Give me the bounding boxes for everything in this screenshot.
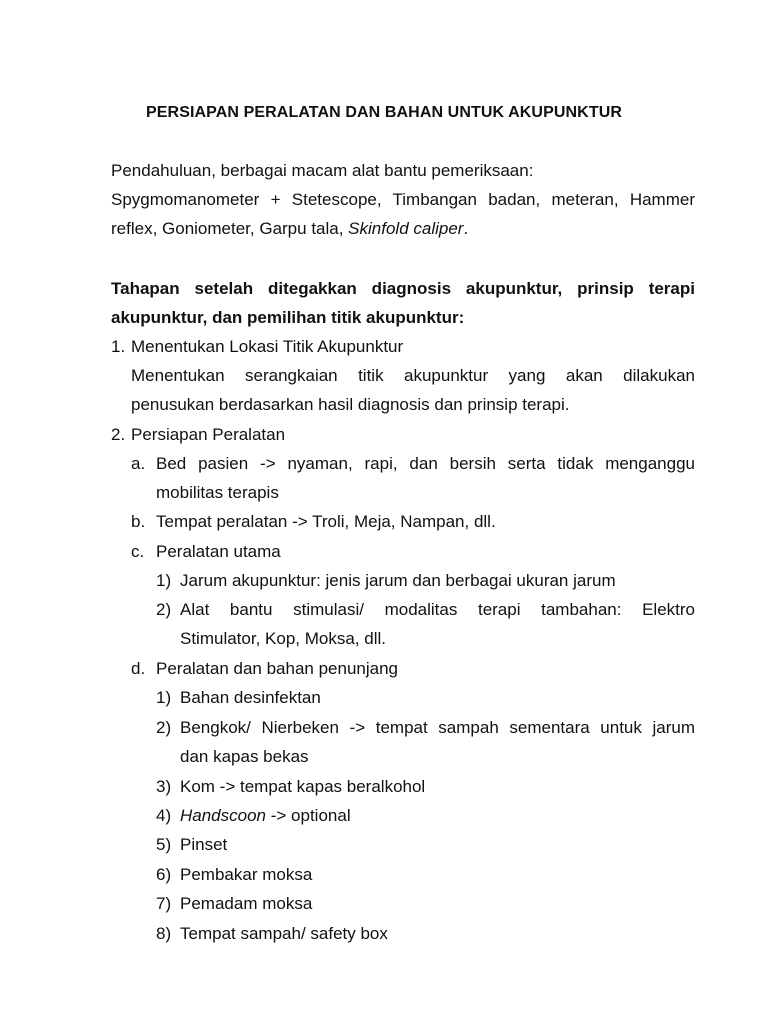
sub-c-marker-1: 1)	[156, 571, 172, 590]
sub-marker-a: a.	[131, 454, 146, 473]
stages-heading-line-1: Tahapan setelah ditegakkan diagnosis akupunktur, prinsip terapi	[111, 279, 695, 298]
item-1-desc-line-1: Menentukan serangkaian titik akupunktur yang akan dilakukan	[131, 366, 695, 385]
item-1-desc-line-2: penusukan berdasarkan hasil diagnosis dan prinsip terapi.	[131, 395, 570, 414]
sub-d-item-4	[180, 805, 351, 827]
list-marker-1: 1.	[111, 337, 126, 356]
sub-d-marker-4: 4)	[156, 806, 172, 825]
intro-line-3-italic: Skinfold caliper	[348, 219, 464, 238]
intro-line-3-text: reflex, Goniometer, Garpu tala,	[111, 219, 349, 238]
sub-c-item-1: Jarum akupunktur: jenis jarum dan berbagai ukuran jarum	[180, 571, 616, 590]
sub-d-item-6: Pembakar moksa	[180, 865, 313, 884]
item-2-label: Persiapan Peralatan	[131, 425, 286, 444]
sub-d-item-4-italic: Handscoon	[180, 806, 267, 825]
sub-a-line-2: mobilitas terapis	[156, 483, 279, 502]
intro-line-3	[111, 218, 695, 240]
item-1-label: Menentukan Lokasi Titik Akupunktur	[131, 337, 404, 356]
intro-line-2: Spygmomanometer + Stetescope, Timbangan badan, meteran, Hammer	[111, 190, 695, 209]
sub-d-marker-6: 6)	[156, 865, 172, 884]
sub-c-item-2-line-1: Alat bantu stimulasi/ modalitas terapi tambahan: Elektro	[180, 600, 695, 619]
sub-d-line-1: Peralatan dan bahan penunjang	[156, 659, 398, 678]
sub-d-item-2-line-2: dan kapas bekas	[180, 747, 309, 766]
sub-c-marker-2: 2)	[156, 600, 172, 619]
sub-d-item-1: Bahan desinfektan	[180, 688, 321, 707]
intro-line-1: Pendahuluan, berbagai macam alat bantu pemeriksaan:	[111, 161, 534, 180]
sub-marker-d: d.	[131, 659, 146, 678]
document-title: PERSIAPAN PERALATAN DAN BAHAN UNTUK AKUPUNKTUR	[146, 104, 622, 121]
sub-d-marker-1: 1)	[156, 688, 172, 707]
sub-d-marker-7: 7)	[156, 894, 172, 913]
sub-d-marker-3: 3)	[156, 777, 172, 796]
sub-marker-b: b.	[131, 512, 146, 531]
sub-a-line-1: Bed pasien -> nyaman, rapi, dan bersih serta tidak menganggu	[156, 454, 695, 473]
sub-d-item-7: Pemadam moksa	[180, 894, 313, 913]
intro-line-3-end: .	[463, 219, 469, 238]
sub-c-line-1: Peralatan utama	[156, 542, 281, 561]
sub-d-marker-2: 2)	[156, 718, 172, 737]
sub-d-item-5: Pinset	[180, 835, 228, 854]
sub-marker-c: c.	[131, 542, 145, 561]
sub-d-marker-8: 8)	[156, 924, 172, 943]
sub-d-item-8: Tempat sampah/ safety box	[180, 924, 388, 943]
sub-c-item-2-line-2: Stimulator, Kop, Moksa, dll.	[180, 629, 386, 648]
sub-d-item-4-rest: -> optional	[266, 806, 351, 825]
sub-d-item-2-line-1: Bengkok/ Nierbeken -> tempat sampah sementara untuk jarum	[180, 718, 695, 737]
list-marker-2: 2.	[111, 425, 126, 444]
sub-d-item-3: Kom -> tempat kapas beralkohol	[180, 777, 426, 796]
stages-heading-line-2: akupunktur, dan pemilihan titik akupunktur:	[111, 308, 465, 327]
sub-b-line-1: Tempat peralatan -> Troli, Meja, Nampan, dll.	[156, 512, 496, 531]
sub-d-marker-5: 5)	[156, 835, 172, 854]
